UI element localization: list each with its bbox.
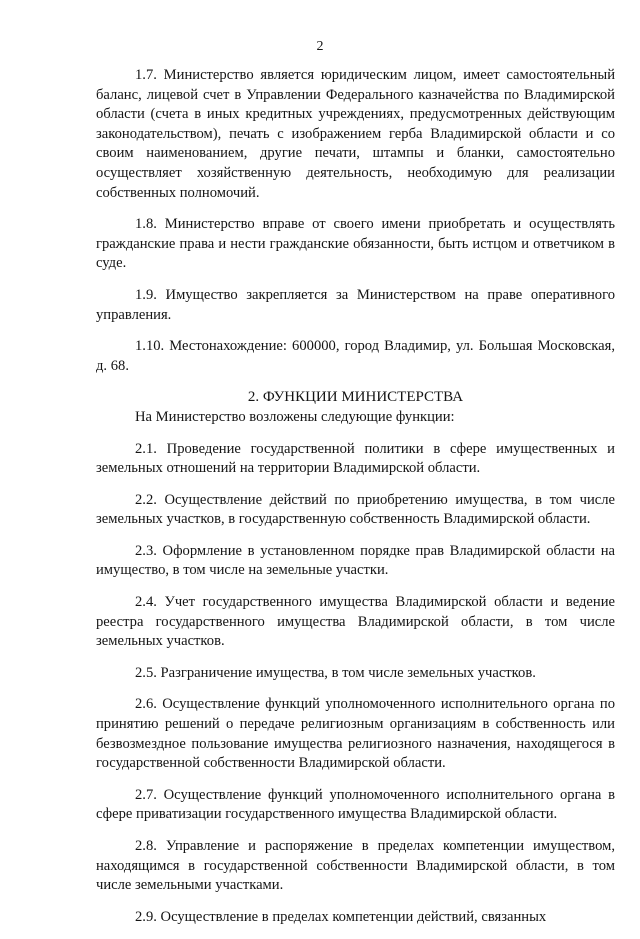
clause-1-10: 1.10. Местонахождение: 600000, город Владимир, ул. Большая Московская, д. 68. bbox=[96, 338, 615, 374]
clause-1-7: 1.7. Министерство является юридическим лицом, имеет самостоятельный баланс, лицевой счет в Управлении Федерального казначейства по Владимирской области (счета в иных кредитных учреждениях, предусмотренных действующим законодательством), печать с изображением герба Владимирской области и со своим наименованием, другие печати, штампы и бланки, самостоятельно осуществляет хозяйственную деятельность, необходимую для реализации собственных полномочий. bbox=[96, 67, 615, 201]
function-2-8: 2.8. Управление и распоряжение в пределах компетенции имуществом, находящимся в государственной собственности Владимирской области, в том числе земельными участками. bbox=[96, 838, 615, 894]
function-2-6: 2.6. Осуществление функций уполномоченного исполнительного органа по принятию решений о передаче религиозным организациям в собственность или безвозмездное пользование имущества религиозного назначения, находящегося в государственной собственности Владимирской области. bbox=[96, 696, 615, 772]
page-number: 2 bbox=[316, 39, 324, 54]
clause-1-9: 1.9. Имущество закрепляется за Министерством на праве оперативного управления. bbox=[96, 286, 615, 323]
function-2-3: 2.3. Оформление в установленном порядке прав Владимирской области на имущество, в том числе на земельные участки. bbox=[96, 542, 615, 579]
function-2-2: 2.2. Осуществление действий по приобретению имущества, в том числе земельных участков, в государственную собственность Владимирской области. bbox=[96, 491, 615, 528]
function-2-9: 2.9. Осуществление в пределах компетенции действий, связанных bbox=[135, 908, 547, 925]
clause-1-8: 1.8. Министерство вправе от своего имени приобретать и осуществлять гражданские права и нести гражданские обязанности, быть истцом и ответчиком в суде. bbox=[96, 216, 615, 272]
function-2-5: 2.5. Разграничение имущества, в том числе земельных участков. bbox=[135, 664, 536, 681]
function-2-1: 2.1. Проведение государственной политики в сфере имущественных и земельных отношений на территории Владимирской области. bbox=[96, 440, 615, 477]
function-2-7: 2.7. Осуществление функций уполномоченного исполнительного органа в сфере приватизации государственного имущества Владимирской области. bbox=[96, 786, 615, 823]
section-title: 2. ФУНКЦИИ МИНИСТЕРСТВА bbox=[247, 389, 464, 406]
function-2-4: 2.4. Учет государственного имущества Владимирской области и ведение реестра государственного имущества Владимирской области, в том числе земельных участков. bbox=[96, 594, 615, 650]
section-intro: На Министерство возложены следующие функции: bbox=[135, 408, 455, 425]
document-body bbox=[96, 66, 615, 939]
